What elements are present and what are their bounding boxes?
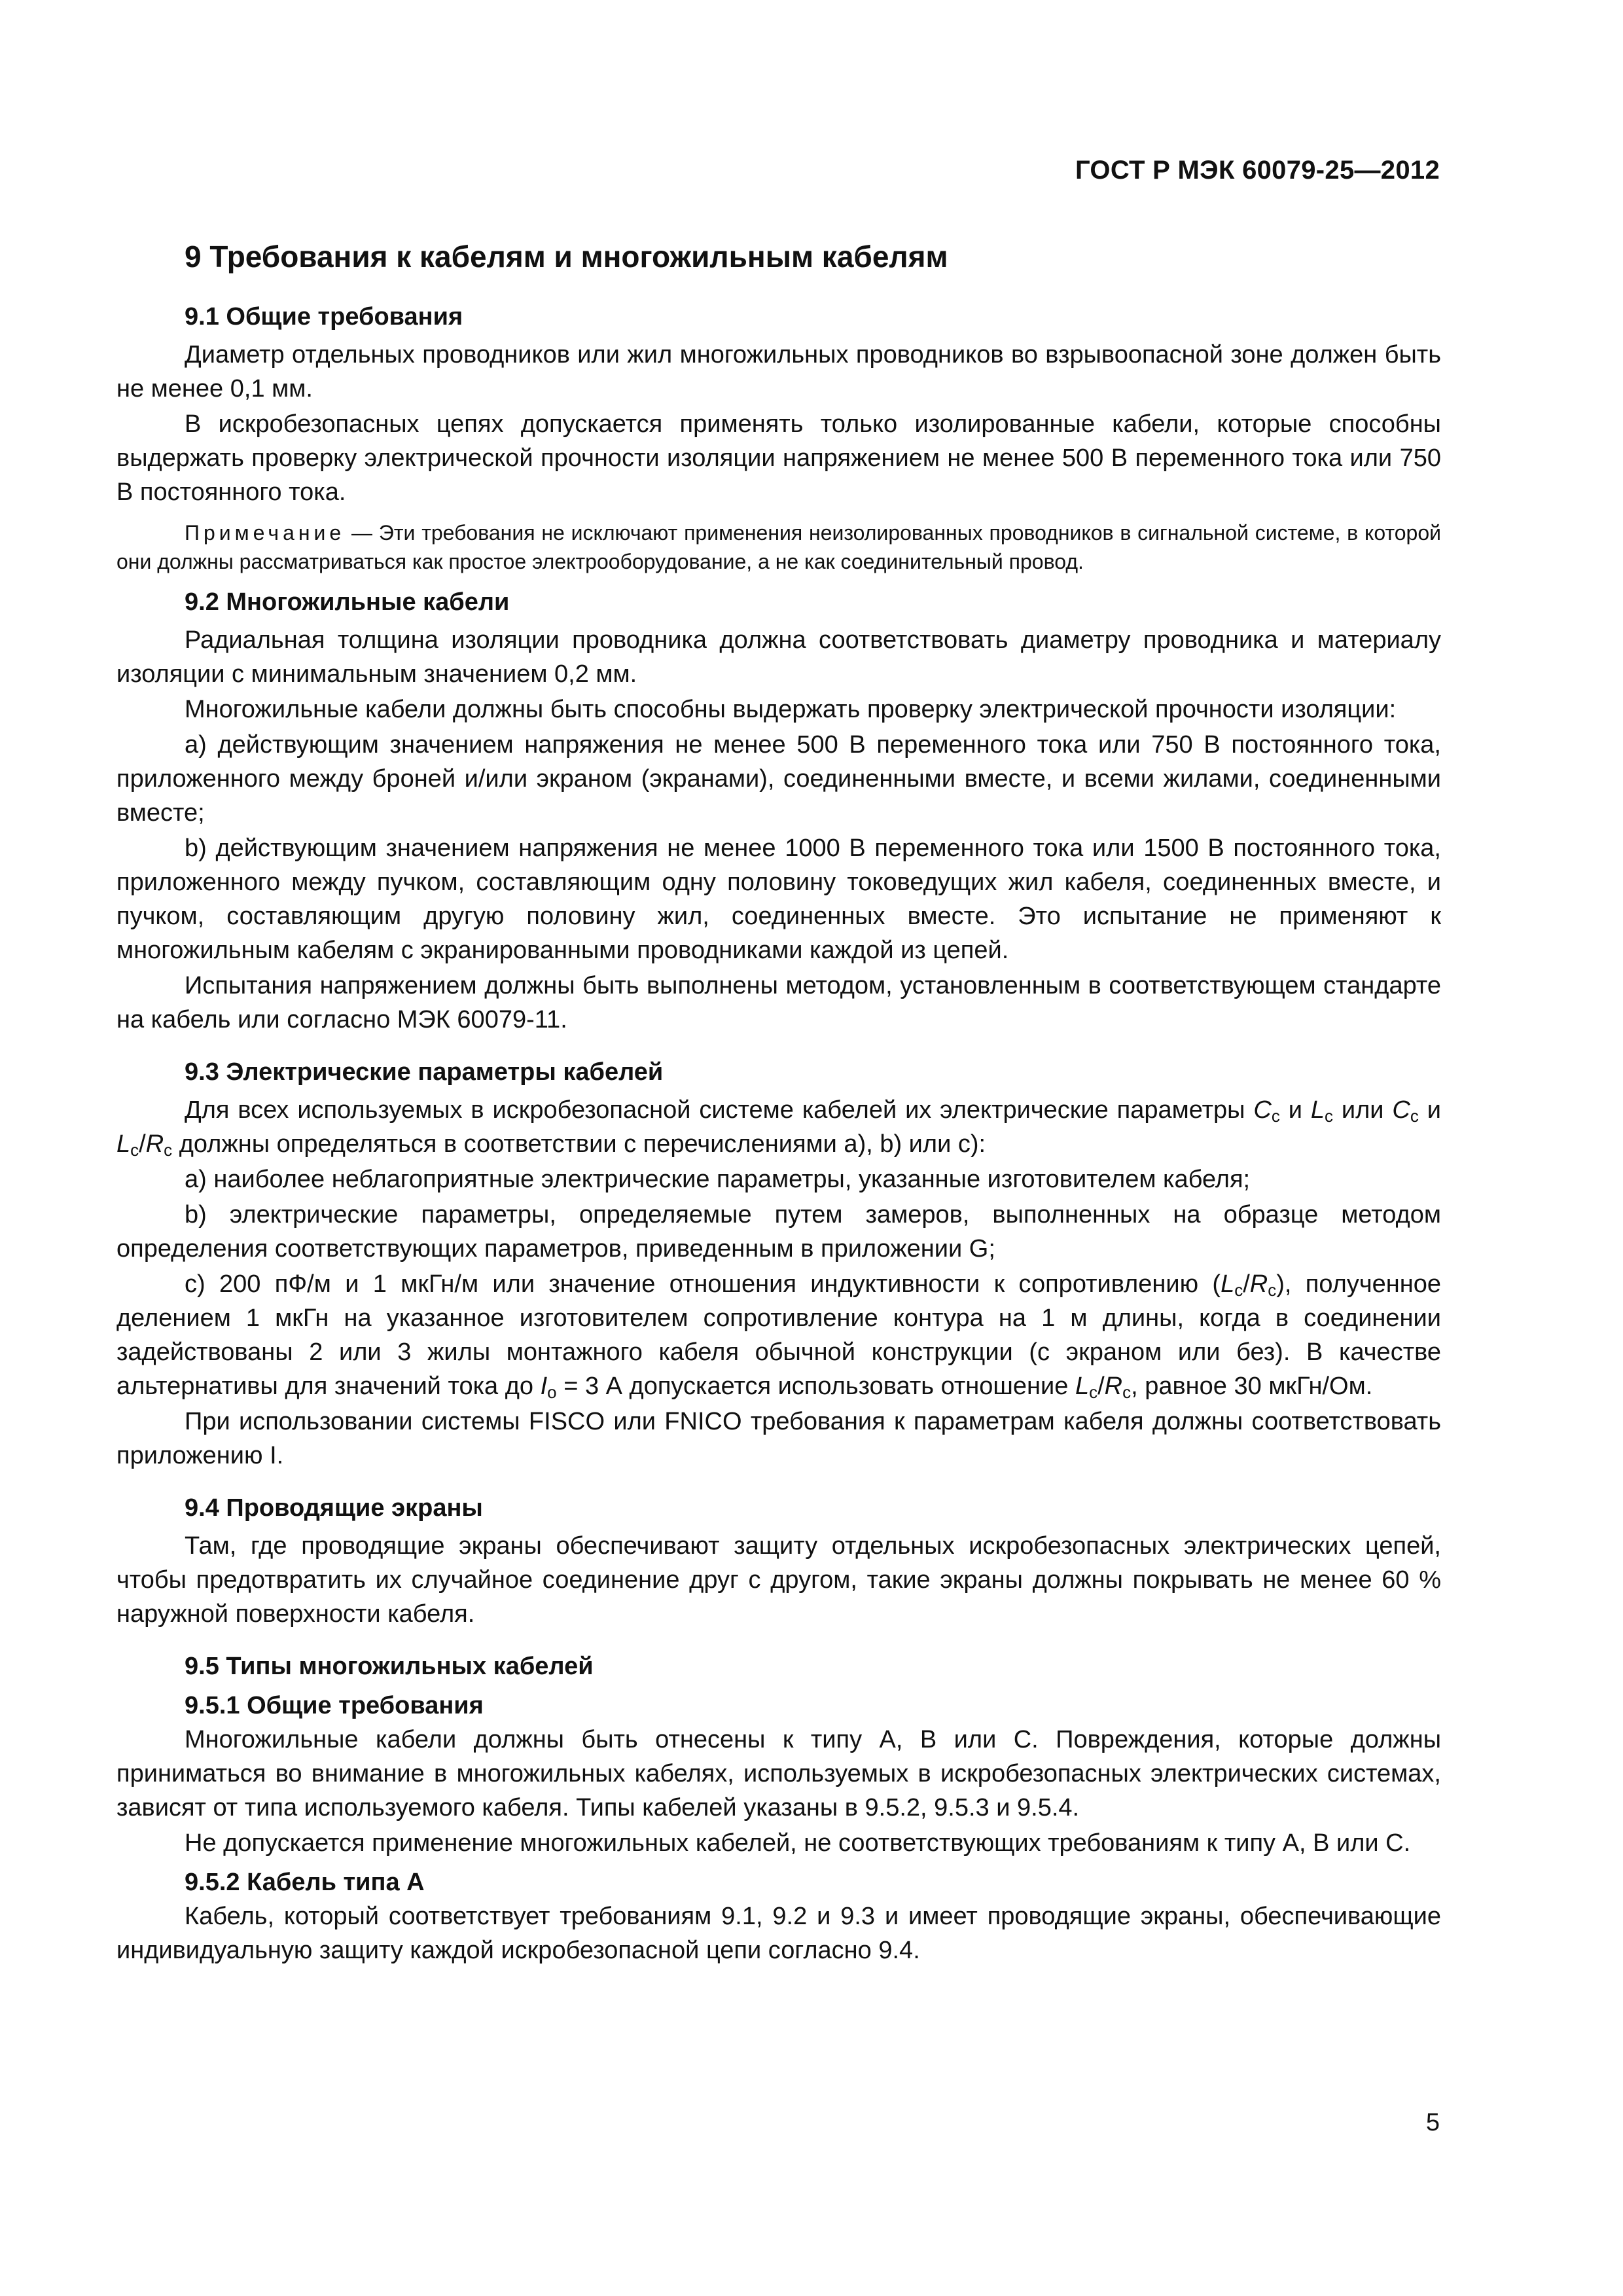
paragraph: В искробезопасных цепях допускается применять только изолированные кабели, которые способны выдержать проверку электрической прочности изоляции напряжением не менее 500 В переменного тока или 750 В постоянного тока. [116,410,1441,506]
paragraph: При использовании системы FISCO или FNICO требования к параметрам кабеля должны соответствовать приложению I. [116,1408,1441,1469]
list-item-a: a) наиболее неблагоприятные электрические параметры, указанные изготовителем кабеля; [185,1166,1251,1193]
section-9-2-title: 9.2 Многожильные кабели [185,588,510,616]
section-9-3-title: 9.3 Электрические параметры кабелей [185,1058,664,1086]
note [116,518,1441,576]
section-9-5-1-title: 9.5.1 Общие требования [185,1692,484,1719]
section-9-title: 9 Требования к кабелям и многожильным кабелям [185,240,948,274]
section-9-5-title: 9.5 Типы многожильных кабелей [185,1653,594,1680]
document-header: ГОСТ Р МЭК 60079-25—2012 [1075,156,1440,185]
note-label: Примечание [185,521,346,545]
section-9-5-2-title: 9.5.2 Кабель типа А [185,1869,425,1896]
list-item-c: c) 200 пФ/м и 1 мкГн/м или значение отношения индуктивности к сопротивлению $(L_c/R_c)$, полученное делением 1 мкГн на указанное изготовителем сопротивление контура на 1 м длины, когда в соединении задействованы 2 или 3 жилы монтажного кабеля обычной конструкции (с экраном или без). В качестве альтернативы для значений тока до $I_o = 3$ А допускается использовать отношение $L_c/R_c$, равное 30 мкГн/Ом. [116,1270,1441,1402]
paragraph: Испытания напряжением должны быть выполнены методом, установленным в соответствующем стандарте на кабель или согласно МЭК 60079-11. [116,972,1441,1033]
document-body [116,223,1441,1969]
page-number: 5 [1425,2109,1440,2136]
list-item-a: a) действующим значением напряжения не менее 500 В переменного тока или 750 В постоянного тока, приложенного между броней и/или экраном (экранами), соединенными вместе, и всеми жилами, соединенными вместе; [116,731,1441,827]
paragraph: Кабель, который соответствует требованиям 9.1, 9.2 и 9.3 и имеет проводящие экраны, обеспечивающие индивидуальную защиту каждой искробезопасной цепи согласно 9.4. [116,1903,1441,1964]
paragraph: Многожильные кабели должны быть отнесены к типу А, В или С. Повреждения, которые должны приниматься во внимание в многожильных кабелях, используемых в искробезопасных электрических системах, зависят от типа используемого кабеля. Типы кабелей указаны в 9.5.2, 9.5.3 и 9.5.4. [116,1726,1441,1821]
note-text: — Эти требования не исключают применения неизолированных проводников в сигнальной системе, в которой они должны рассматриваться как простое электрооборудование, а не как соединительный провод. [116,521,1441,573]
paragraph: Диаметр отдельных проводников или жил многожильных проводников во взрывоопасной зоне должен быть не менее 0,1 мм. [116,341,1441,403]
section-9-1-title: 9.1 Общие требования [185,303,463,331]
list-item-b: b) электрические параметры, определяемые путем замеров, выполненных на образце методом определения соответствующих параметров, приведенным в приложении G; [116,1201,1441,1263]
paragraph: Многожильные кабели должны быть способны выдержать проверку электрической прочности изоляции: [185,696,1397,723]
list-item-b: b) действующим значением напряжения не менее 1000 В переменного тока или 1500 В постоянного тока, приложенного между пучком, составляющим одну половину токоведущих жил кабеля, соединенных вместе, и пучком, составляющим другую половину жил, соединенных вместе. Это испытание не применяют к многожильным кабелям с экранированными проводниками каждой из цепей. [116,834,1441,964]
paragraph: Не допускается применение многожильных кабелей, не соответствующих требованиям к типу А, В или С. [185,1829,1411,1857]
paragraph: Радиальная толщина изоляции проводника должна соответствовать диаметру проводника и материалу изоляции с минимальным значением 0,2 мм. [116,626,1441,688]
paragraph: Там, где проводящие экраны обеспечивают защиту отдельных искробезопасных электрических цепей, чтобы предотвратить их случайное соединение друг с другом, такие экраны должны покрывать не менее 60 % наружной поверхности кабеля. [116,1532,1441,1628]
section-9-4-title: 9.4 Проводящие экраны [185,1494,483,1522]
paragraph-parameters: Для всех используемых в искробезопасной системе кабелей их электрические параметры $C_c$ и $L_c$ или $C_c$ и $L_c/R_c$ должны определяться в соответствии с перечислениями a), b) или c): [116,1096,1441,1160]
